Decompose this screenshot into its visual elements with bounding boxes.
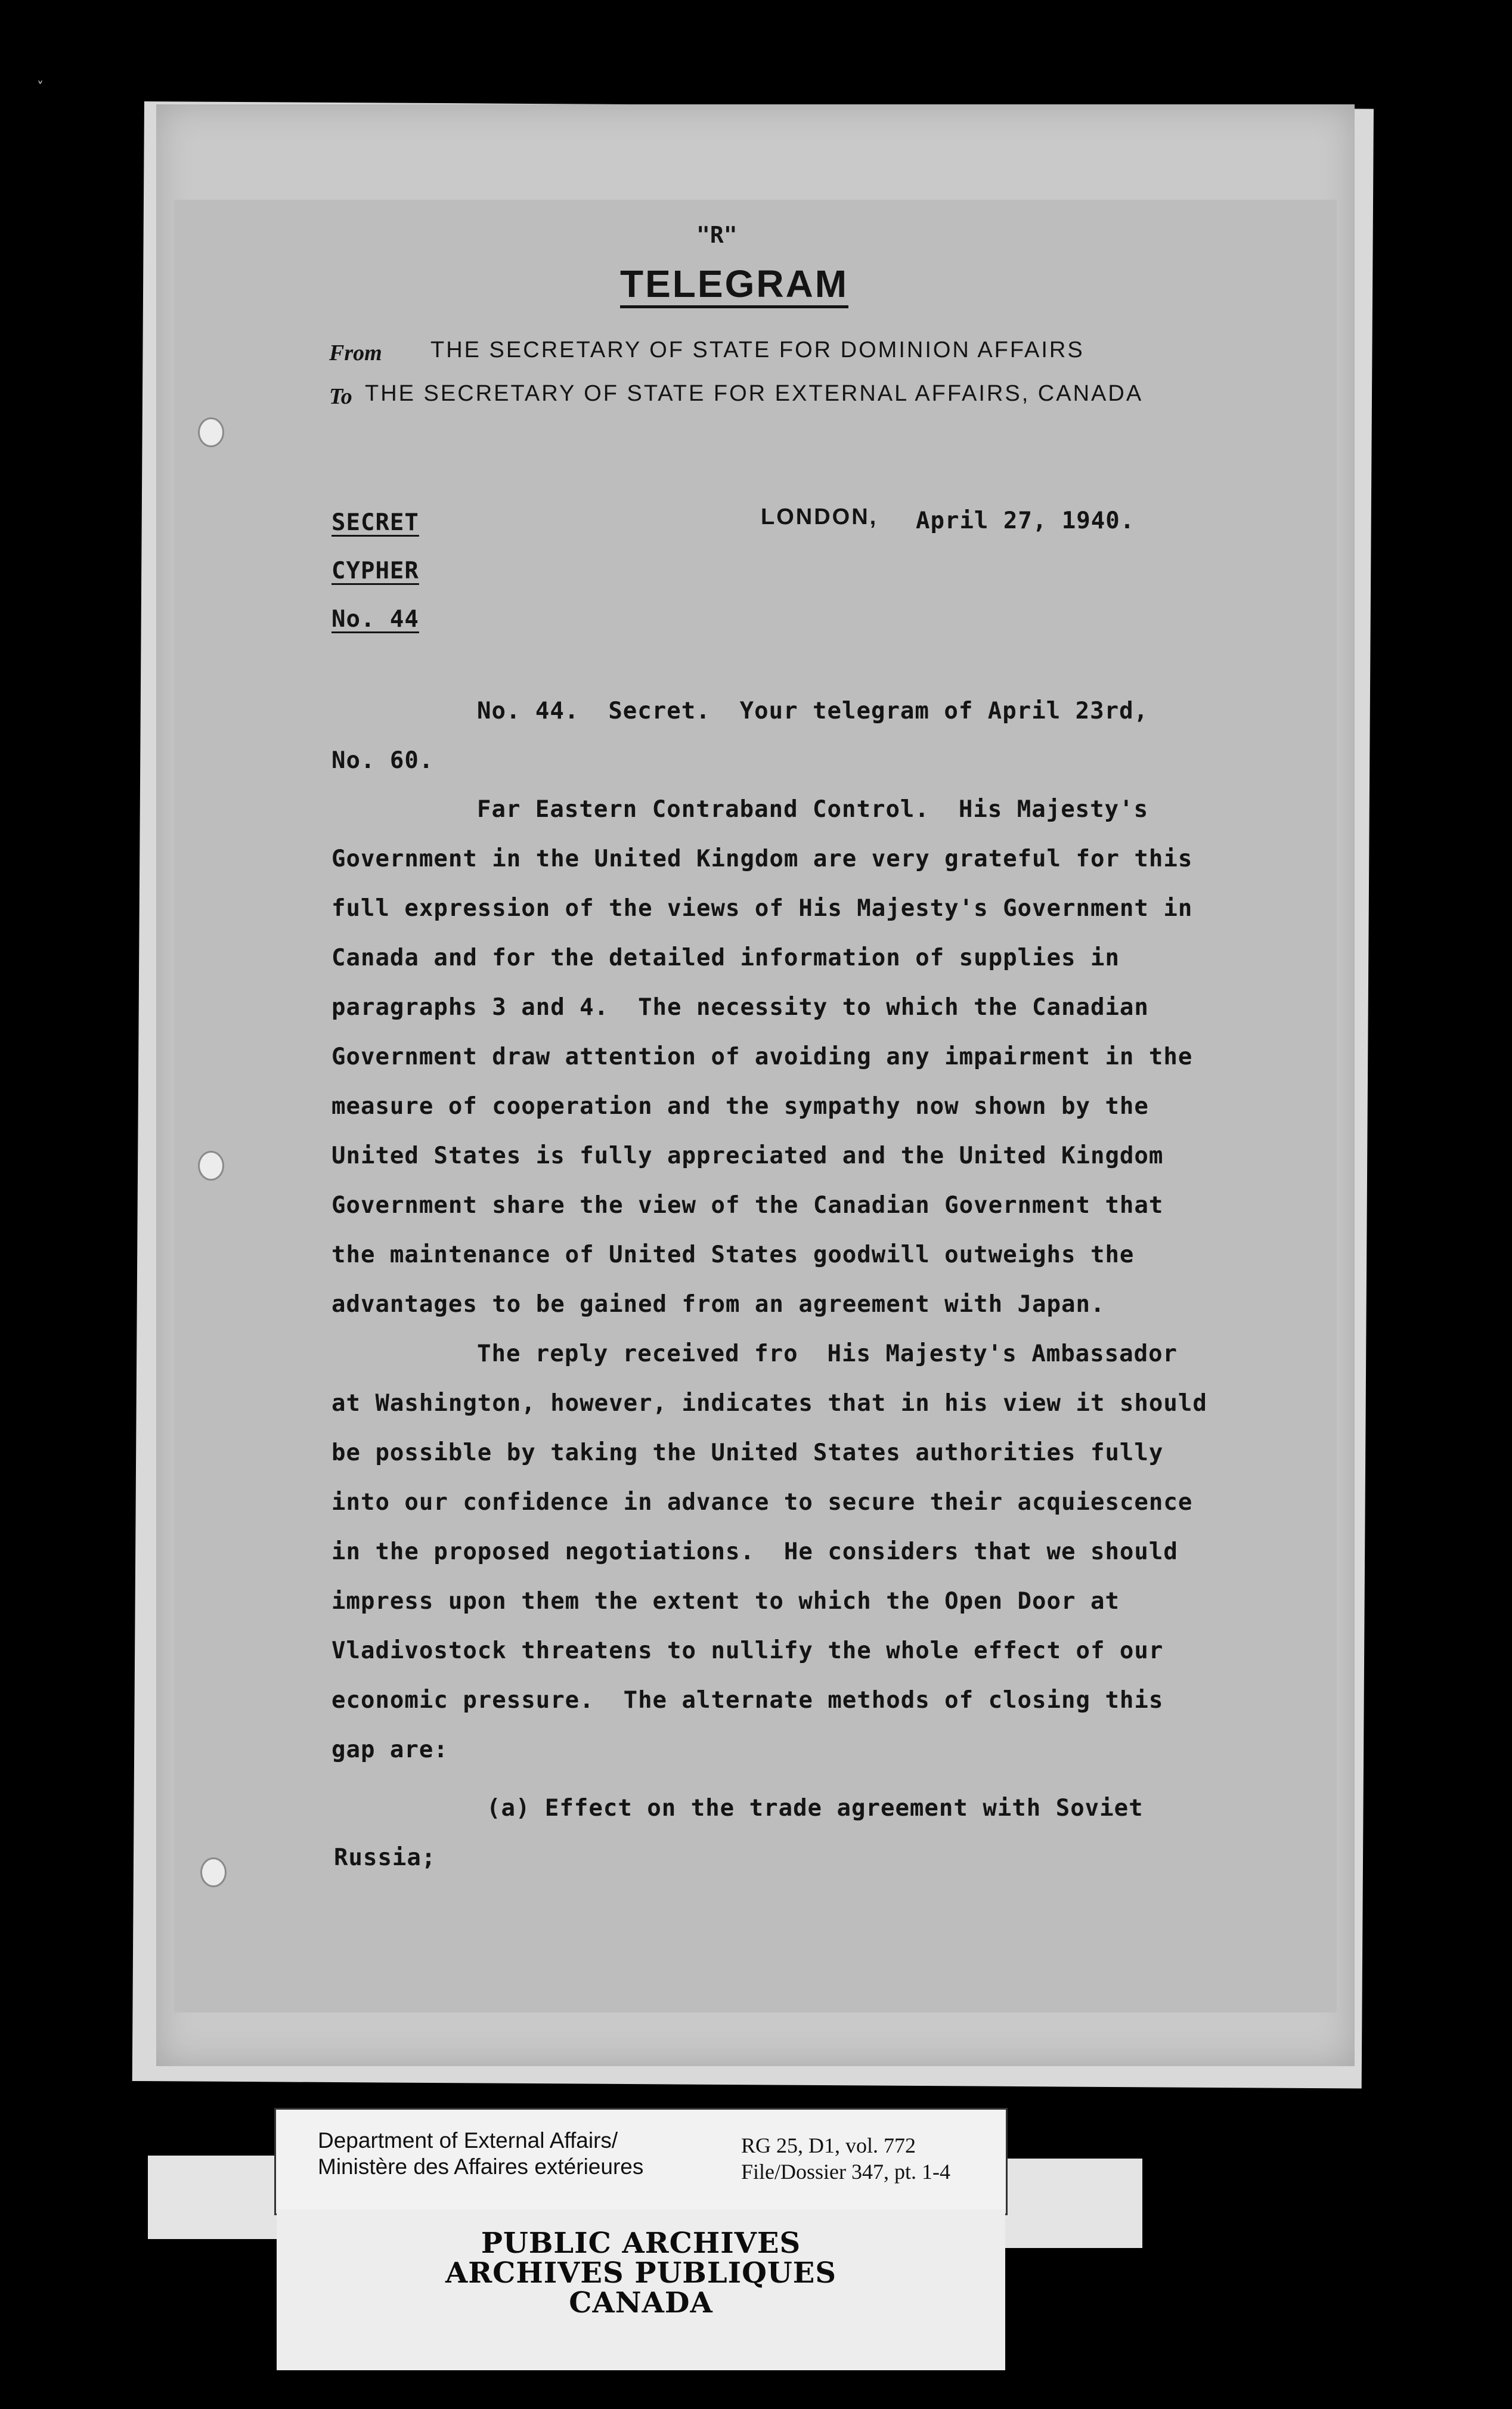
- body-line: economic pressure. The alternate methods of closing this: [331, 1687, 1164, 1714]
- body-line: No. 44. Secret. Your telegram of April 23rd,: [477, 698, 1149, 724]
- department-name: [318, 2128, 643, 2180]
- body-line: gap are:: [331, 1736, 448, 1763]
- stamp-line-fr: ARCHIVES PUBLIQUES: [445, 2256, 836, 2290]
- archive-tab-left: [148, 2156, 285, 2239]
- classification-number: No. 44: [331, 606, 419, 633]
- body-line: in the proposed negotiations. He considers that we should: [331, 1538, 1178, 1565]
- file-reference: [741, 2132, 950, 2185]
- archive-reference-label: [274, 2108, 1008, 2215]
- body-line: Far Eastern Contraband Control. His Majesty's: [477, 796, 1149, 823]
- body-line: Vladivostock threatens to nullify the whole effect of our: [331, 1637, 1164, 1664]
- to-label: To: [329, 384, 352, 409]
- body-line: the maintenance of United States goodwill outweighs the: [331, 1241, 1135, 1268]
- classification-cypher: CYPHER: [331, 558, 419, 584]
- body-line: (a) Effect on the trade agreement with Soviet: [487, 1795, 1144, 1822]
- archives-stamp: [277, 2209, 1005, 2370]
- body-line: advantages to be gained from an agreement with Japan.: [331, 1291, 1105, 1318]
- body-line: at Washington, however, indicates that in his view it should: [331, 1390, 1207, 1417]
- stamp-line-en: PUBLIC ARCHIVES: [481, 2227, 801, 2260]
- body-line: Government in the United Kingdom are very grateful for this: [331, 846, 1193, 872]
- film-frame-mark: ˅: [37, 80, 44, 95]
- punch-hole-top: [198, 417, 224, 447]
- from-text: THE SECRETARY OF STATE FOR DOMINION AFFAIRS: [430, 337, 1085, 363]
- department-line-en: Department of External Affairs/: [318, 2128, 618, 2153]
- punch-hole-bottom: [200, 1857, 227, 1887]
- body-line: United States is fully appreciated and the United Kingdom: [331, 1142, 1164, 1169]
- record-group-line: RG 25, D1, vol. 772: [741, 2134, 916, 2157]
- body-line: Government draw attention of avoiding any impairment in the: [331, 1044, 1193, 1070]
- body-line: into our confidence in advance to secure their acquiescence: [331, 1489, 1193, 1516]
- body-line: be possible by taking the United States authorities fully: [331, 1439, 1164, 1466]
- body-line: full expression of the views of His Majesty's Government in: [331, 895, 1193, 922]
- document-mark: "R": [696, 222, 738, 248]
- department-line-fr: Ministère des Affaires extérieures: [318, 2154, 644, 2179]
- body-line: Canada and for the detailed information of supplies in: [331, 945, 1120, 971]
- date: April 27, 1940.: [916, 507, 1135, 534]
- body-line: impress upon them the extent to which the Open Door at: [331, 1588, 1120, 1615]
- body-line: No. 60.: [331, 747, 434, 774]
- body-line: Government share the view of the Canadian Government that: [331, 1192, 1164, 1219]
- body-line: The reply received fro His Majesty's Ambassador: [477, 1340, 1178, 1367]
- archive-tab-right: [999, 2159, 1142, 2248]
- body-line: Russia;: [334, 1844, 436, 1871]
- body-line: paragraphs 3 and 4. The necessity to which the Canadian: [331, 994, 1149, 1021]
- from-label: From: [329, 340, 382, 366]
- file-dossier-line: File/Dossier 347, pt. 1-4: [741, 2160, 950, 2184]
- to-text: THE SECRETARY OF STATE FOR EXTERNAL AFFAIRS, CANADA: [365, 381, 1144, 406]
- classification-secret: SECRET: [331, 509, 419, 536]
- punch-hole-middle: [198, 1151, 224, 1181]
- place: LONDON,: [761, 504, 878, 530]
- body-line: measure of cooperation and the sympathy now shown by the: [331, 1093, 1149, 1120]
- document-title: TELEGRAM: [620, 262, 848, 308]
- stamp-line-country: CANADA: [569, 2286, 713, 2320]
